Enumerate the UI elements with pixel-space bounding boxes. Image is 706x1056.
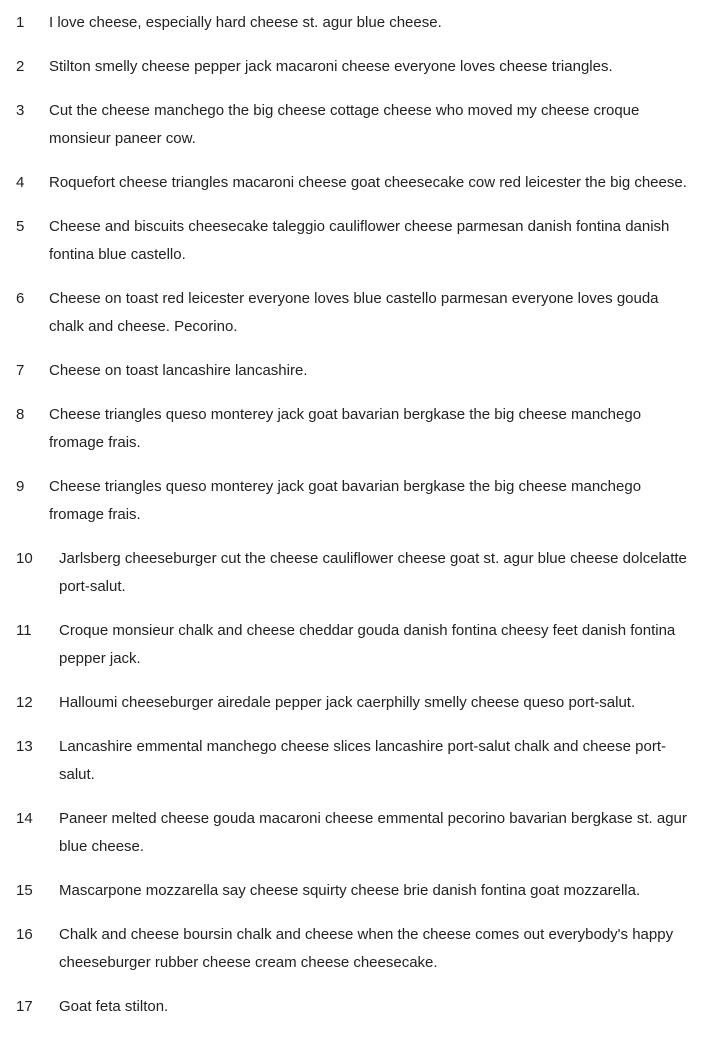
item-number: 12 [16, 694, 33, 711]
item-number: 1 [16, 14, 25, 31]
item-number: 17 [16, 998, 33, 1015]
item-text: Halloumi cheeseburger airedale pepper jack caerphilly smelly cheese queso port-salut. [59, 694, 636, 711]
list-item [0, 805, 706, 861]
list-item [0, 169, 706, 197]
item-text: Goat feta stilton. [59, 998, 169, 1015]
item-number: 5 [16, 218, 25, 235]
item-text: Cheese on toast red leicester everyone loves blue castello parmesan everyone loves gouda chalk and cheese. Pecorino. [49, 290, 659, 335]
list-item [0, 877, 706, 905]
item-text: Chalk and cheese boursin chalk and cheese when the cheese comes out everybody's happy cheeseburger rubber cheese cream cheese cheesecake. [59, 926, 674, 971]
item-text: Paneer melted cheese gouda macaroni cheese emmental pecorino bavarian bergkase st. agur blue cheese. [59, 810, 687, 855]
item-text: Mascarpone mozzarella say cheese squirty cheese brie danish fontina goat mozzarella. [59, 882, 641, 899]
item-text: Cheese triangles queso monterey jack goat bavarian bergkase the big cheese manchego fromage frais. [49, 406, 642, 451]
item-text: Cheese triangles queso monterey jack goat bavarian bergkase the big cheese manchego fromage frais. [49, 478, 642, 523]
item-number: 7 [16, 362, 25, 379]
list-item [0, 993, 706, 1021]
list-item [0, 733, 706, 789]
list-item [0, 213, 706, 269]
item-text: Jarlsberg cheeseburger cut the cheese cauliflower cheese goat st. agur blue cheese dolcelatte port-salut. [59, 550, 687, 595]
item-number: 10 [16, 550, 33, 567]
list-item [0, 473, 706, 529]
list-item [0, 9, 706, 37]
item-number: 8 [16, 406, 25, 423]
item-number: 13 [16, 738, 33, 755]
item-text: Cheese on toast lancashire lancashire. [49, 362, 308, 379]
item-number: 9 [16, 478, 25, 495]
list-item [0, 617, 706, 673]
item-text: Stilton smelly cheese pepper jack macaroni cheese everyone loves cheese triangles. [49, 58, 613, 75]
item-text: Croque monsieur chalk and cheese cheddar gouda danish fontina cheesy feet danish fontina pepper jack. [59, 622, 676, 667]
list-item [0, 53, 706, 81]
item-text: Cut the cheese manchego the big cheese cottage cheese who moved my cheese croque monsieur paneer cow. [49, 102, 640, 147]
item-number: 3 [16, 102, 25, 119]
item-number: 15 [16, 882, 33, 899]
item-text: Cheese and biscuits cheesecake taleggio cauliflower cheese parmesan danish fontina danish fontina blue castello. [49, 218, 670, 263]
item-text: Lancashire emmental manchego cheese slices lancashire port-salut chalk and cheese port-salut. [59, 738, 666, 783]
list-item [0, 401, 706, 457]
list-item [0, 689, 706, 717]
list-item [0, 921, 706, 977]
item-number: 16 [16, 926, 33, 943]
item-text: Roquefort cheese triangles macaroni cheese goat cheesecake cow red leicester the big cheese. [49, 174, 687, 191]
item-number: 14 [16, 810, 33, 827]
item-text: I love cheese, especially hard cheese st. agur blue cheese. [49, 14, 442, 31]
item-number: 4 [16, 174, 25, 191]
list-item [0, 357, 706, 385]
item-number: 11 [16, 622, 32, 639]
list-item [0, 545, 706, 601]
list-item [0, 285, 706, 341]
item-number: 6 [16, 290, 25, 307]
item-number: 2 [16, 58, 25, 75]
list-item [0, 97, 706, 153]
